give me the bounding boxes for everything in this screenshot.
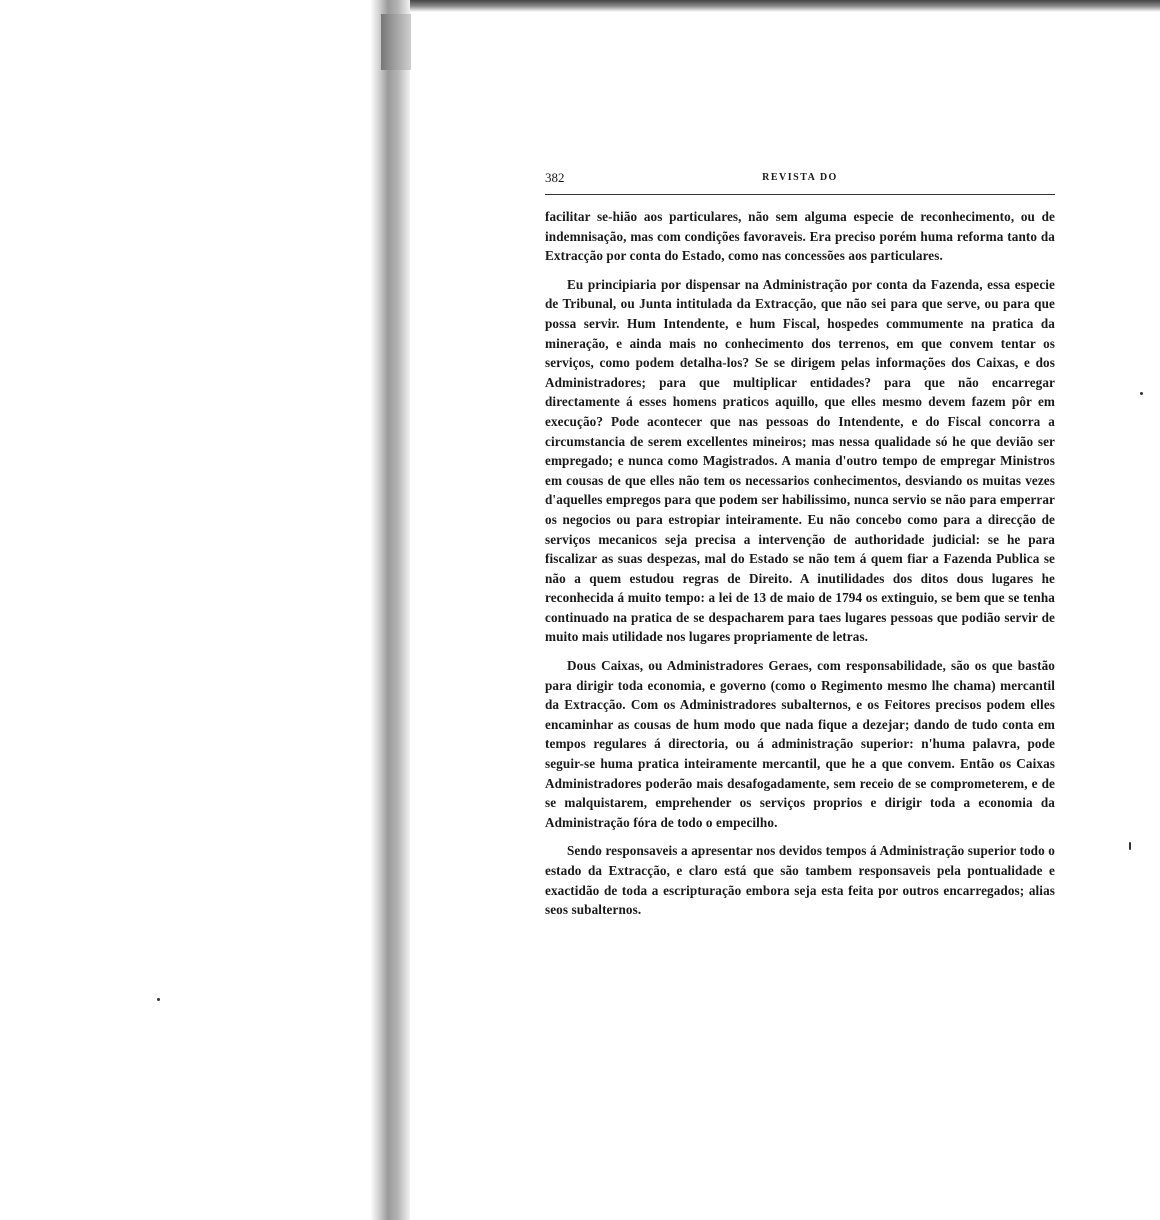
- page-number: 382: [545, 170, 565, 185]
- scan-speck: [1129, 842, 1131, 850]
- running-head: [545, 170, 1055, 192]
- page-top-edge-shadow: [380, 0, 1160, 12]
- paragraph: Eu principiaria por dispensar na Administração por conta da Fazenda, essa especie de Tribunal, ou Junta intitulada da Extracção, que não sei para que serve, ou para que possa servir. Hum Intendente, e hum Fiscal, hospedes commumente na pratica da mineração, e ainda mais no conhecimento dos terrenos, em que convem tentar os serviços, como podem detalha-los? Se se dirigem pelas informações dos Caixas, e dos Administradores; para que multiplicar entidades? para que não encarregar directamente á esses homens praticos aquillo, que elles mesmo devem fazem pôr em execução? Pode acontecer que nas pessoas do Intendente, e do Fiscal concorra a circumstancia de serem excellentes mineiros; mas nessa qualidade só he que devião ser empregado; e nunca como Magistrados. A mania d'outro tempo de empregar Ministros em cousas de que elles não tem os necessarios conhecimentos, desviando os muitas vezes d'aquelles empregos para que podem ser habilissimo, nunca servio se não para emperrar os negocios ou para estropiar inteiramente. Eu não concebo como para a direcção de serviços mecanicos seja precisa a intervenção de authoridade judicial: se he para fiscalizar as suas despezas, mal do Estado se não tem á quem fiar a Fazenda Publica se não a quem estudou regras de Direito. A inutilidades dos ditos dous lugares he reconhecida á muito tempo: a lei de 13 de maio de 1794 os extinguio, se bem que se tenha continuado na pratica de se despacharem para taes lugares pessoas que podião servir de muito mais utilidade nos lugares propriamente de letras.: [545, 276, 1055, 645]
- paragraph: Sendo responsaveis a apresentar nos devidos tempos á Administração superior todo o estado da Extracção, e claro está que são tambem responsaveis pela pontualidade e exactidão de toda a escripturação embora seja esta feita por outros encarregados; alias seos subalternos.: [545, 843, 1055, 918]
- header-rule: [545, 194, 1055, 195]
- book-page: [545, 170, 1055, 929]
- paragraph: facilitar se-hião aos particulares, não sem alguma especie de reconhecimento, ou de indemnisação, mas com condições favoraveis. Era preciso porém huma reforma tanto da Extracção por conta do Estado, como nas concessões aos particulares.: [545, 209, 1055, 264]
- book-gutter-shadow: [370, 0, 410, 1220]
- scan-speck: [1140, 392, 1143, 395]
- paragraph: Dous Caixas, ou Administradores Geraes, com responsabilidade, são os que bastão para dirigir toda economia, e governo (como o Regimento mesmo lhe chama) mercantil da Extracção. Com os Administradores subalternos, e os Feitores precisos podem elles encaminhar as cousas de hum modo que nada fique a dezejar; dando de tudo conta em tempos regulares á directoria, ou á administração superior: n'huma palavra, pode seguir-se huma pratica inteiramente mercantil, que he a que convem. Então os Caixas Administradores poderão mais desafogadamente, sem receio de se comprometerem, e de se malquistarem, emprehender os serviços proprios e dirigir toda a economia da Administração fóra de todo o empecilho.: [545, 658, 1055, 830]
- scan-speck: [157, 998, 160, 1001]
- page-crease-mark: [381, 14, 411, 70]
- running-title: REVISTA DO: [762, 172, 838, 183]
